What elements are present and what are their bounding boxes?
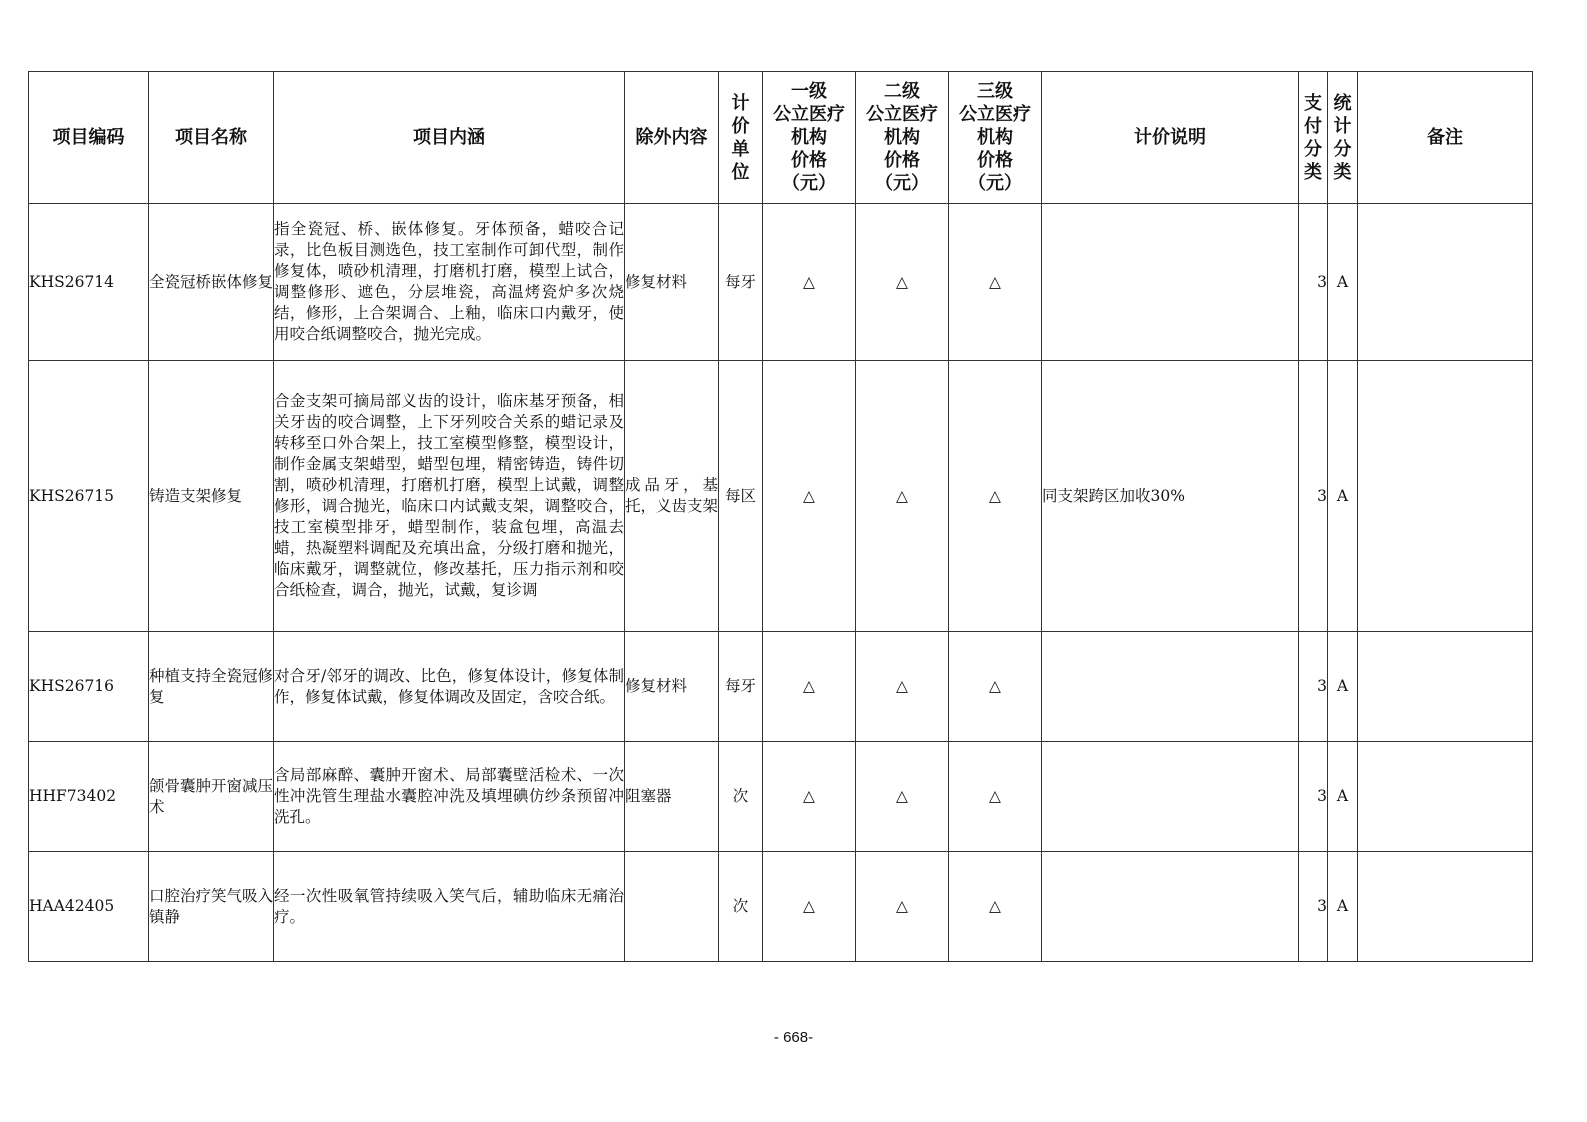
header-level3-line: 公立医疗 (959, 104, 1031, 125)
price-table (28, 71, 1533, 962)
header-name: 项目名称 (149, 72, 274, 204)
table-row (29, 361, 1533, 632)
header-code: 项目编码 (29, 72, 149, 204)
cell-name: 种植支持全瓷冠修复 (149, 632, 274, 742)
cell-remark (1358, 204, 1533, 361)
cell-content-text: 合金支架可摘局部义齿的设计，临床基牙预备，相关牙齿的咬合调整，上下牙列咬合关系的蜡记录及转移至口外合架上，技工室模型修整，模型设计，制作金属支架蜡型，蜡型包埋，精密铸造，铸件切割，喷砂机清理，打磨机打磨，模型上试戴，调整修形，调合抛光，临床口内试戴支架，调整咬合，技工室模型排牙，蜡型制作，装盒包埋，高温去蜡，热凝塑料调配及充填出盒，分级打磨和抛光，临床戴牙，调整就位，修改基托，压力指示剂和咬合纸检查，调合，抛光，试戴，复诊调 (274, 392, 624, 599)
cell-code: KHS26716 (29, 632, 149, 742)
cell-excluded: 修复材料 (625, 632, 719, 742)
header-level2-line: 二级 (884, 81, 920, 102)
cell-remark (1358, 632, 1533, 742)
cell-content: 含局部麻醉、囊肿开窗术、局部囊壁活检术、一次性冲洗管生理盐水囊腔冲洗及填埋碘仿纱条预留冲洗孔。 (274, 742, 625, 852)
cell-level1-price: △ (763, 632, 856, 742)
header-level3 (949, 72, 1042, 204)
header-level1-line: （元） (782, 173, 836, 194)
cell-excluded: 阻塞器 (625, 742, 719, 852)
cell-level3-price: △ (949, 632, 1042, 742)
header-level2-line: 机构 (884, 127, 920, 148)
cell-level3-price: △ (949, 852, 1042, 962)
cell-level2-price: △ (856, 204, 949, 361)
cell-level2-price: △ (856, 852, 949, 962)
cell-content (274, 361, 625, 632)
cell-statistics: A (1328, 632, 1358, 742)
cell-level1-price: △ (763, 204, 856, 361)
cell-content: 指全瓷冠、桥、嵌体修复。牙体预备，蜡咬合记录，比色板目测选色，技工室制作可卸代型，制作修复体，喷砂机清理，打磨机打磨，模型上试合，调整修形、遮色，分层堆瓷，高温烤瓷炉多次烧结，修形，上合架调合、上釉，临床口内戴牙，使用咬合纸调整咬合，抛光完成。 (274, 204, 625, 361)
cell-payment: 3 (1299, 632, 1328, 742)
header-level2-line: 价格 (884, 150, 920, 171)
header-statistics-text: 统计分类 (1333, 92, 1352, 183)
cell-payment: 3 (1299, 204, 1328, 361)
table-row (29, 742, 1533, 852)
cell-level2-price: △ (856, 361, 949, 632)
cell-level2-price: △ (856, 632, 949, 742)
cell-pricing-note (1042, 742, 1299, 852)
header-level2-line: 公立医疗 (866, 104, 938, 125)
cell-unit: 次 (719, 742, 763, 852)
cell-pricing-note (1042, 632, 1299, 742)
header-level3-line: 价格 (977, 150, 1013, 171)
table-row (29, 632, 1533, 742)
cell-level1-price: △ (763, 852, 856, 962)
header-content: 项目内涵 (274, 72, 625, 204)
cell-remark (1358, 742, 1533, 852)
cell-name: 铸造支架修复 (149, 361, 274, 632)
header-level2-line: （元） (875, 173, 929, 194)
header-level1-line: 一级 (791, 81, 827, 102)
cell-name: 口腔治疗笑气吸入镇静 (149, 852, 274, 962)
header-level2 (856, 72, 949, 204)
header-unit (719, 72, 763, 204)
cell-statistics: A (1328, 204, 1358, 361)
cell-statistics: A (1328, 742, 1358, 852)
header-level3-line: （元） (968, 173, 1022, 194)
header-level3-line: 机构 (977, 127, 1013, 148)
cell-payment: 3 (1299, 361, 1328, 632)
cell-level2-price: △ (856, 742, 949, 852)
cell-remark (1358, 361, 1533, 632)
cell-payment: 3 (1299, 852, 1328, 962)
cell-code: HAA42405 (29, 852, 149, 962)
page-number: - 668- (773, 1029, 814, 1046)
header-row (29, 72, 1533, 204)
cell-content: 经一次性吸氧管持续吸入笑气后，辅助临床无痛治疗。 (274, 852, 625, 962)
cell-pricing-note (1042, 852, 1299, 962)
header-unit-text: 计价单位 (731, 92, 750, 183)
header-payment (1299, 72, 1328, 204)
header-level1-line: 公立医疗 (773, 104, 845, 125)
cell-unit: 次 (719, 852, 763, 962)
cell-name: 颌骨囊肿开窗减压术 (149, 742, 274, 852)
cell-pricing-note (1042, 204, 1299, 361)
cell-code: KHS26715 (29, 361, 149, 632)
cell-unit: 每牙 (719, 632, 763, 742)
cell-excluded: 修复材料 (625, 204, 719, 361)
header-level1 (763, 72, 856, 204)
header-level1-line: 机构 (791, 127, 827, 148)
header-remark: 备注 (1358, 72, 1533, 204)
header-statistics (1328, 72, 1358, 204)
cell-statistics: A (1328, 852, 1358, 962)
table-row (29, 204, 1533, 361)
cell-content: 对合牙/邻牙的调改、比色，修复体设计，修复体制作，修复体试戴，修复体调改及固定，含咬合纸。 (274, 632, 625, 742)
cell-excluded (625, 852, 719, 962)
header-level3-line: 三级 (977, 81, 1013, 102)
cell-excluded: 成品牙，基托，义齿支架 (625, 361, 719, 632)
cell-level3-price: △ (949, 742, 1042, 852)
cell-name: 全瓷冠桥嵌体修复 (149, 204, 274, 361)
cell-level3-price: △ (949, 361, 1042, 632)
cell-level1-price: △ (763, 361, 856, 632)
header-pricing-note: 计价说明 (1042, 72, 1299, 204)
header-payment-text: 支付分类 (1304, 92, 1322, 183)
header-level1-line: 价格 (791, 150, 827, 171)
cell-level3-price: △ (949, 204, 1042, 361)
cell-remark (1358, 852, 1533, 962)
cell-unit: 每区 (719, 361, 763, 632)
cell-pricing-note: 同支架跨区加收30% (1042, 361, 1299, 632)
header-excluded: 除外内容 (625, 72, 719, 204)
cell-level1-price: △ (763, 742, 856, 852)
cell-code: KHS26714 (29, 204, 149, 361)
cell-payment: 3 (1299, 742, 1328, 852)
cell-statistics: A (1328, 361, 1358, 632)
table-row (29, 852, 1533, 962)
cell-code: HHF73402 (29, 742, 149, 852)
cell-unit: 每牙 (719, 204, 763, 361)
